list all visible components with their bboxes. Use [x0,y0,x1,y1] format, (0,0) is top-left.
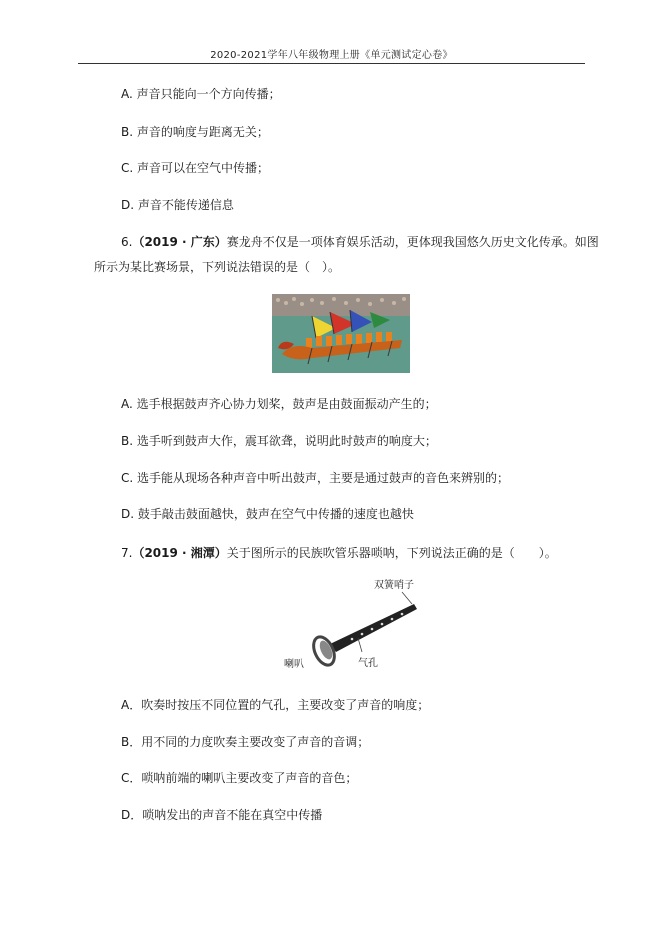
q6-option-a: A. 选手根据鼓声齐心协力划桨，鼓声是由鼓面振动产生的； [121,397,437,411]
header-rule [78,63,585,64]
label-bell: 喇叭 [284,659,304,670]
page-header: 2020-2021学年八年级物理上册《单元测试定心卷》 [210,50,453,61]
label-reed: 双簧哨子 [374,580,414,591]
q6-option-d: D. 鼓手敲击鼓面越快，鼓声在空气中传播的速度也越快 [121,507,414,521]
question-number: 7. [121,546,133,560]
question-stem: 关于图所示的民族吹管乐器唢呐，下列说法正确的是（ ）。 [226,546,557,560]
question-source: （2019 · 湘潭） [132,546,227,560]
q7-option-a: A．吹奏时按压不同位置的气孔，主要改变了声音的响度； [121,698,430,712]
q7-option-d: D．唢呐发出的声音不能在真空中传播 [121,808,323,822]
question-stem: 赛龙舟不仅是一项体育娱乐活动，更体现我国悠久历史文化传承。如图 [226,235,599,249]
q6-option-b: B. 选手听到鼓声大作，震耳欲聋，说明此时鼓声的响度大； [121,434,437,448]
question-number: 6. [121,235,133,249]
dragon-boat-photo [272,294,410,373]
question-6-line2: 所示为某比赛场景，下列说法错误的是（ ）。 [94,260,341,274]
option-c: C. 声音可以在空气中传播； [121,161,270,175]
option-b: B. 声音的响度与距离无关； [121,125,269,139]
label-hole: 气孔 [358,658,378,669]
question-7-line1 [121,545,557,561]
option-a: A. 声音只能向一个方向传播； [121,87,281,101]
q7-option-b: B．用不同的力度吹奏主要改变了声音的音调； [121,735,370,749]
q7-option-c: C．唢呐前端的喇叭主要改变了声音的音色； [121,771,358,785]
option-d: D. 声音不能传递信息 [121,198,234,212]
question-6-line1 [121,234,599,250]
question-source: （2019 · 广东） [132,235,227,249]
q6-option-c: C. 选手能从现场各种声音中听出鼓声，主要是通过鼓声的音色来辨别的； [121,471,510,485]
suona-diagram [278,574,428,674]
